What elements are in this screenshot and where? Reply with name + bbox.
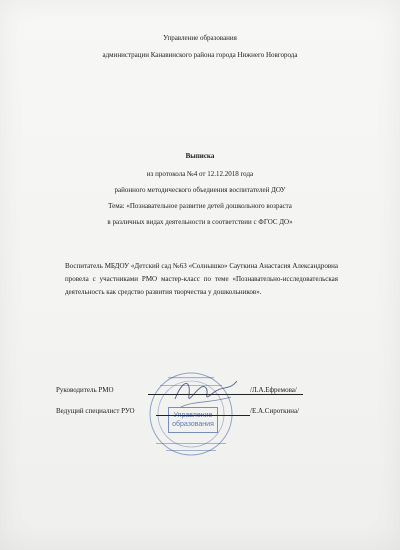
topic-line-1: Тема: «Познавательное развитие детей дошкольного возраста [108,202,292,210]
signature-name-2: /Е.А.Сироткина/ [250,407,300,415]
org-line-2: администрации Канавинского района города Нижнего Новгорода [102,51,298,59]
handwritten-signature [171,373,241,419]
body-paragraph: Воспитатель МБДОУ «Детский сад №63 «Солнышко» Сауткина Анастасия Александровна провела с участниками РМО мастер-класс по теме «Познавательно-исследовательская деятельность как средство развития творчества у дошкольников». [65,262,338,296]
topic-line-2: в различных видах деятельности в соответствии с ФГОС ДО» [107,218,293,226]
signature-role-1: Руководитель РМО [56,386,114,394]
document-title: Выписка [185,152,215,160]
signature-role-2: Ведущий специалист РУО [56,407,135,415]
org-line-1: Управление образования [163,34,237,42]
protocol-line: из протокола №4 от 12.12.2018 года [146,170,254,178]
meeting-line: районного методического объедиения воспитателей ДОУ [114,186,286,194]
signature-line-2 [156,415,250,416]
stamp-text-line-2: образования [172,421,214,428]
stamp-text-line-1: Управление [173,412,213,419]
signature-name-1: /Л.А.Ефремова/ [250,386,297,394]
